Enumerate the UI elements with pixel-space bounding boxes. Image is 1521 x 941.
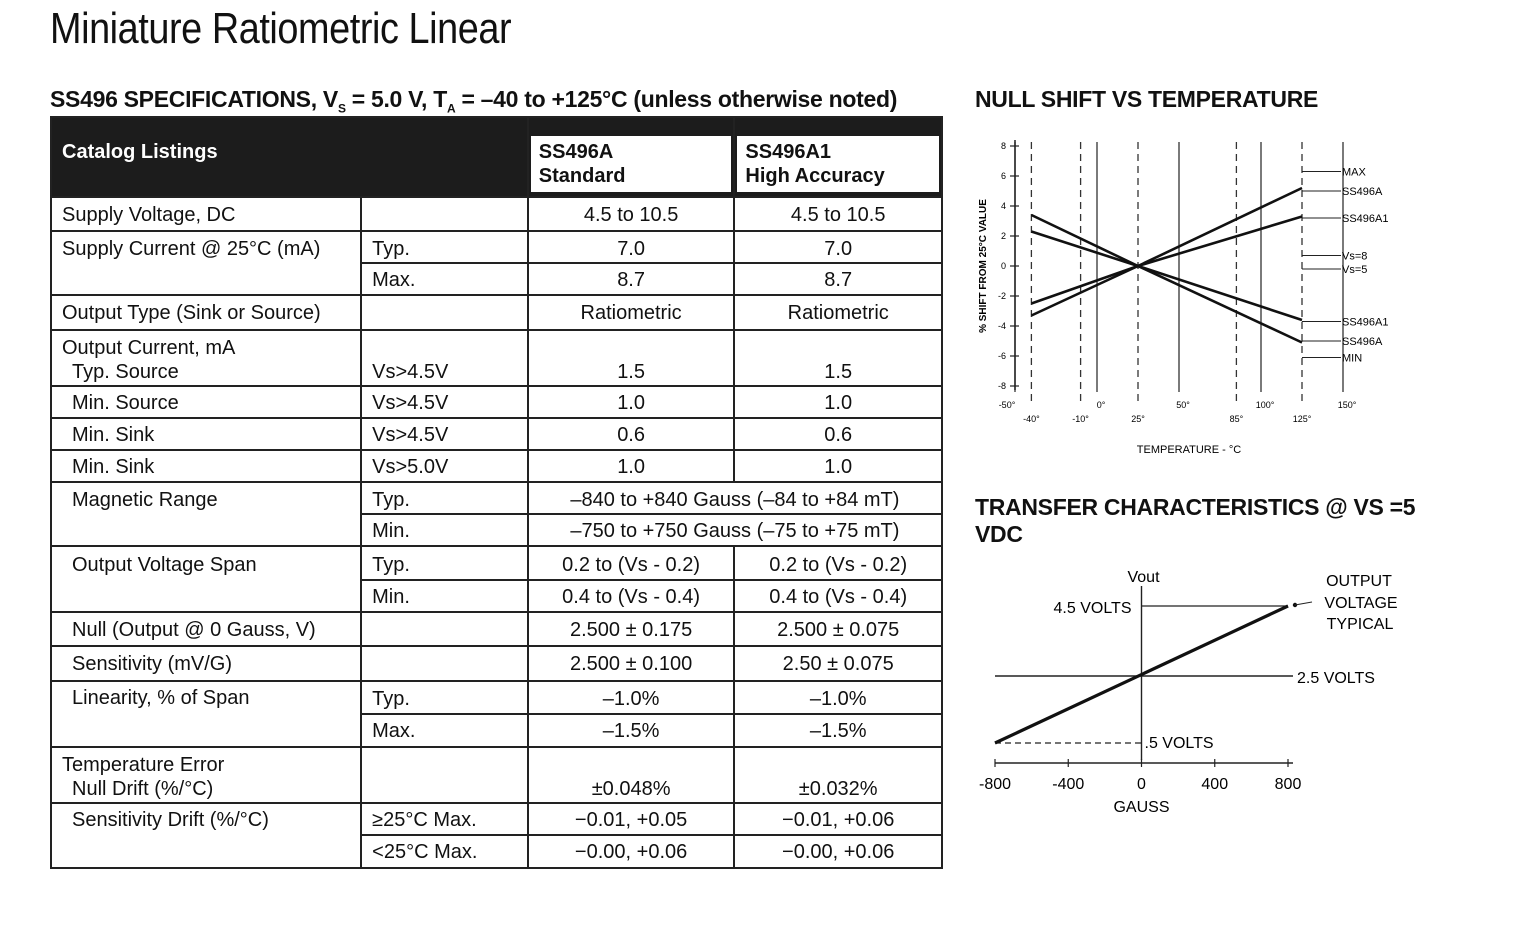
- transfer-chart: [975, 560, 1435, 830]
- label-2-5-volts: 2.5 VOLTS: [1297, 670, 1375, 687]
- annotation-label: SS496A1: [1342, 213, 1389, 225]
- table-row: Output Type (Sink or Source) Ratiometric Ratiometric: [51, 295, 942, 330]
- annotation-label: MIN: [1342, 352, 1363, 365]
- curve-label-line: OUTPUT: [1326, 573, 1392, 590]
- annotation-label: MAX: [1342, 166, 1366, 179]
- y-tick-label: -6: [997, 351, 1006, 361]
- table-row: Max. –1.5% –1.5%: [51, 714, 942, 747]
- table-row: Temperature Error Null Drift (%/°C) ±0.048% ±0.032%: [51, 747, 942, 803]
- x-tick-label: 85°: [1229, 414, 1244, 424]
- x-axis-label: GAUSS: [1113, 799, 1170, 816]
- y-tick-label: 2: [1000, 231, 1006, 241]
- annotation-label: SS496A: [1342, 336, 1383, 348]
- x-tick-label: -50°: [998, 400, 1016, 410]
- y-axis-label: Vout: [1127, 569, 1160, 586]
- annotation-label: Vs=5: [1342, 264, 1368, 276]
- table-row: Min. Sink Vs>4.5V 0.6 0.6: [51, 418, 942, 450]
- table-row: <25°C Max. −0.00, +0.06 −0.00, +0.06: [51, 835, 942, 868]
- table-row: Sensitivity Drift (%/°C) ≥25°C Max. −0.01, +0.05 −0.01, +0.06: [51, 803, 942, 835]
- x-tick-label: 100°: [1255, 400, 1275, 410]
- x-tick-label: 400: [1201, 776, 1229, 793]
- curve-leader: [1295, 602, 1312, 605]
- x-tick-label: 150°: [1337, 400, 1357, 410]
- y-axis-label: % SHIFT FROM 25°C VALUE: [978, 199, 989, 333]
- table-row: Output Voltage Span Typ. 0.2 to (Vs - 0.2) 0.2 to (Vs - 0.2): [51, 546, 942, 580]
- label-4-5-volts: 4.5 VOLTS: [1053, 600, 1132, 617]
- curve-label-line: TYPICAL: [1326, 616, 1394, 633]
- spec-heading: SS496 SPECIFICATIONS, $V_S = 5.0$ V, $T_A = -40$ to +125°C (unless otherwise noted): [50, 86, 898, 116]
- x-tick-label: 0°: [1096, 400, 1106, 410]
- table-row: Min. 0.4 to (Vs - 0.4) 0.4 to (Vs - 0.4): [51, 580, 942, 612]
- y-tick-label: 8: [1000, 141, 1006, 151]
- table-row: Linearity, % of Span Typ. –1.0% –1.0%: [51, 681, 942, 714]
- x-axis-label: TEMPERATURE - °C: [1136, 444, 1242, 456]
- specifications-table: [50, 116, 943, 869]
- ss496a1-header: SS496A1 High Accuracy: [734, 117, 942, 197]
- x-tick-label: -10°: [1072, 414, 1089, 424]
- table-row: Supply Current @ 25°C (mA) Typ. 7.0 7.0: [51, 231, 942, 263]
- annotation-label: SS496A: [1342, 186, 1383, 198]
- y-tick-label: -4: [997, 321, 1006, 331]
- transfer-heading: TRANSFER CHARACTERISTICS @ VS =5 VDC: [975, 494, 1416, 547]
- table-row: Min. Source Vs>4.5V 1.0 1.0: [51, 386, 942, 418]
- x-tick-label: 25°: [1131, 414, 1145, 424]
- ss496a-header: SS496A Standard: [528, 117, 735, 197]
- x-tick-label: 800: [1274, 776, 1302, 793]
- curve-label-line: VOLTAGE: [1324, 595, 1398, 612]
- table-header-row: [51, 117, 942, 197]
- x-tick-label: 0: [1137, 776, 1146, 793]
- y-tick-label: 6: [1000, 171, 1006, 181]
- null-shift-chart: [975, 128, 1415, 468]
- table-row: Min. –750 to +750 Gauss (–75 to +75 mT): [51, 514, 942, 546]
- annotation-label: SS496A1: [1342, 316, 1389, 329]
- null-shift-heading: NULL SHIFT VS TEMPERATURE: [975, 86, 1319, 112]
- table-row: Magnetic Range Typ. –840 to +840 Gauss (–84 to +84 mT): [51, 482, 942, 514]
- table-row: Supply Voltage, DC 4.5 to 10.5 4.5 to 10.5: [51, 197, 942, 231]
- x-tick-label: -40°: [1023, 414, 1040, 424]
- y-tick-label: -2: [997, 291, 1006, 301]
- annotation-label: Vs=8: [1342, 250, 1368, 263]
- x-tick-label: -800: [978, 776, 1012, 793]
- x-tick-label: 125°: [1292, 414, 1312, 424]
- x-tick-label: -400: [1052, 776, 1085, 793]
- label-0-5-volts: .5 VOLTS: [1144, 735, 1214, 752]
- table-row: Sensitivity (mV/G) 2.500 ± 0.100 2.50 ± 0.075: [51, 646, 942, 681]
- y-tick-label: 4: [1000, 201, 1006, 211]
- page-title: Miniature Ratiometric Linear: [50, 4, 512, 53]
- table-row: Null (Output @ 0 Gauss, V) 2.500 ± 0.175 2.500 ± 0.075: [51, 612, 942, 646]
- x-tick-label: 50°: [1176, 400, 1190, 410]
- catalog-listings-header: Catalog Listings: [51, 117, 528, 197]
- y-tick-label: -8: [997, 381, 1006, 391]
- y-tick-label: 0: [1000, 261, 1006, 271]
- table-row: Min. Sink Vs>5.0V 1.0 1.0: [51, 450, 942, 482]
- table-row: Max. 8.7 8.7: [51, 263, 942, 295]
- table-row: Output Current, mA Typ. Source Vs>4.5V 1.5 1.5: [51, 330, 942, 386]
